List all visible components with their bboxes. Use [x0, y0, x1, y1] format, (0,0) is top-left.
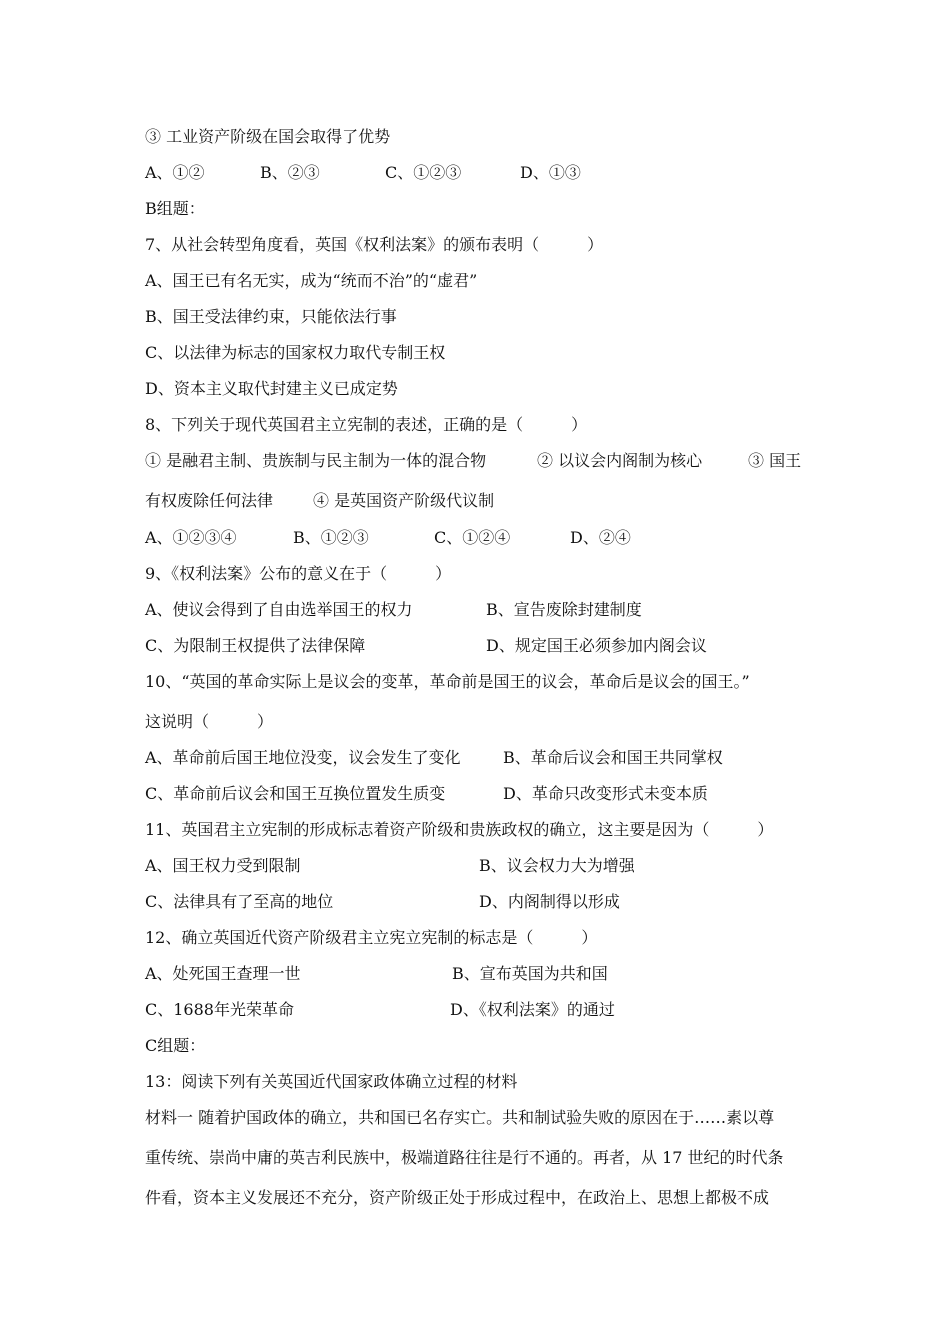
text-line-4-segment-0: A、国王已有名无实，成为“统而不治”的“虚君” [145, 271, 478, 290]
text-line-3-segment-0: 7、从社会转型角度看，英国《权利法案》的颁布表明（ ） [145, 235, 604, 254]
text-line-22-segment-0: 12、确立英国近代资产阶级君主立宪立宪制的标志是（ ） [145, 928, 598, 947]
text-line-21-segment-0: C、法律具有了至高的地位 [145, 892, 334, 911]
text-line-18-segment-0: C、革命前后议会和国王互换位置发生质变 [145, 784, 446, 803]
text-line-29-segment-0: 件看，资本主义发展还不充分，资产阶级正处于形成过程中，在政治上、思想上都极不成 [145, 1188, 770, 1207]
text-line-23-segment-0: A、处死国王查理一世 [145, 964, 301, 983]
text-line-28-segment-0: 重传统、崇尚中庸的英吉利民族中，极端道路往往是行不通的。再者，从 17 世纪的时代条 [145, 1148, 784, 1167]
text-line-5-segment-0: B、国王受法律约束，只能依法行事 [145, 307, 397, 326]
text-line-10-segment-0: 有权废除任何法律 [145, 491, 274, 510]
text-line-9-segment-1: ② 以议会内阁制为核心 [537, 451, 703, 470]
text-line-23-segment-1: B、宣布英国为共和国 [452, 964, 608, 983]
text-line-1-segment-1: B、②③ [260, 163, 320, 182]
text-line-2-segment-0: B组题： [145, 199, 205, 218]
text-line-1-segment-0: A、①② [145, 163, 205, 182]
text-line-11-segment-1: B、①②③ [293, 528, 369, 547]
text-line-9-segment-2: ③ 国王 [748, 451, 802, 470]
text-line-17-segment-1: B、革命后议会和国王共同掌权 [503, 748, 723, 767]
text-line-10-segment-1: ④ 是英国资产阶级代议制 [313, 491, 495, 510]
text-line-13-segment-1: B、宣告废除封建制度 [486, 600, 642, 619]
text-line-14-segment-0: C、为限制王权提供了法律保障 [145, 636, 366, 655]
text-line-18-segment-1: D、革命只改变形式未变本质 [503, 784, 708, 803]
text-line-24-segment-1: D、《权利法案》的通过 [450, 1000, 615, 1019]
text-line-1-segment-3: D、①③ [520, 163, 581, 182]
text-line-15-segment-0: 10、“英国的革命实际上是议会的变革，革命前是国王的议会，革命后是议会的国王。” [145, 672, 750, 691]
text-line-24-segment-0: C、1688年光荣革命 [145, 1000, 294, 1019]
text-line-19-segment-0: 11、英国君主立宪制的形成标志着资产阶级和贵族政权的确立，这主要是因为（ ） [145, 820, 774, 839]
text-line-11-segment-2: C、①②④ [434, 528, 511, 547]
text-line-9-segment-0: ① 是融君主制、贵族制与民主制为一体的混合物 [145, 451, 487, 470]
text-line-20-segment-1: B、议会权力大为增强 [479, 856, 635, 875]
text-line-0-segment-0: ③ 工业资产阶级在国会取得了优势 [145, 127, 391, 146]
text-line-6-segment-0: C、以法律为标志的国家权力取代专制王权 [145, 343, 446, 362]
text-line-13-segment-0: A、使议会得到了自由选举国王的权力 [145, 600, 413, 619]
text-line-11-segment-0: A、①②③④ [145, 528, 237, 547]
text-line-26-segment-0: 13：阅读下列有关英国近代国家政体确立过程的材料 [145, 1072, 518, 1091]
text-line-11-segment-3: D、②④ [570, 528, 631, 547]
text-line-16-segment-0: 这说明（ ） [145, 712, 274, 731]
text-line-12-segment-0: 9、《权利法案》公布的意义在于（ ） [145, 564, 452, 583]
text-line-8-segment-0: 8、下列关于现代英国君主立宪制的表述，正确的是（ ） [145, 415, 588, 434]
text-line-21-segment-1: D、内阁制得以形成 [479, 892, 620, 911]
text-line-27-segment-0: 材料一 随着护国政体的确立，共和国已名存实亡。共和制试验失败的原因在于……素以尊 [145, 1108, 775, 1127]
text-line-1-segment-2: C、①②③ [385, 163, 462, 182]
text-line-17-segment-0: A、革命前后国王地位没变，议会发生了变化 [145, 748, 461, 767]
text-line-7-segment-0: D、资本主义取代封建主义已成定势 [145, 379, 398, 398]
text-line-14-segment-1: D、规定国王必须参加内阁会议 [486, 636, 707, 655]
text-line-20-segment-0: A、国王权力受到限制 [145, 856, 301, 875]
text-line-25-segment-0: C组题： [145, 1036, 206, 1055]
